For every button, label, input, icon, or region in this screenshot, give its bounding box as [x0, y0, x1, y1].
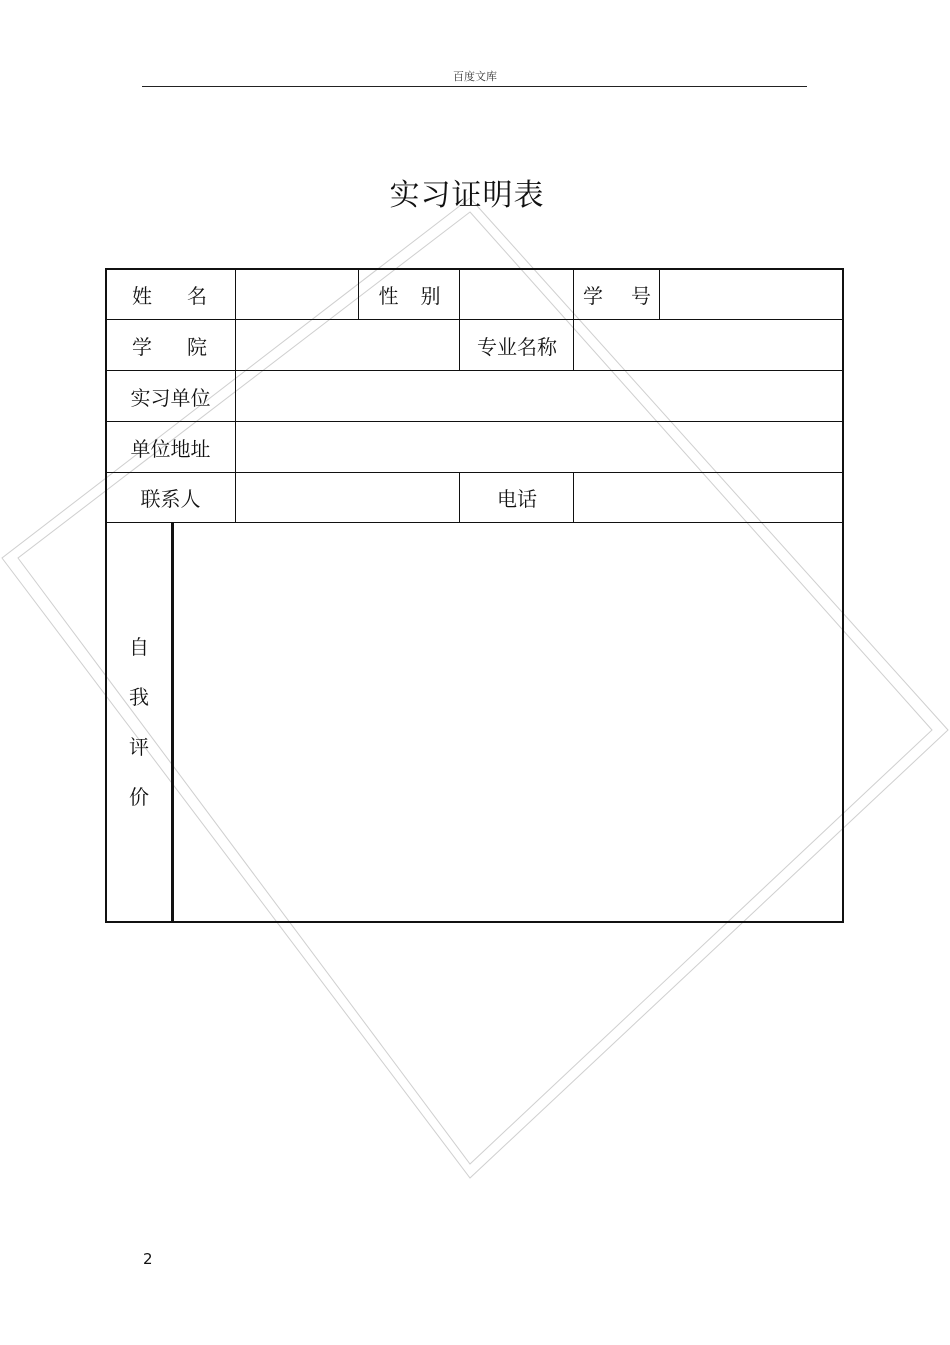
- self-evaluation-char: 评: [129, 735, 149, 759]
- college-label-char: 院: [187, 334, 207, 359]
- gender-label-char: 性: [378, 283, 399, 308]
- document-title: 实习证明表: [389, 178, 545, 213]
- gender-label-char: 别: [420, 283, 441, 308]
- company-label: 实习单位: [130, 385, 211, 410]
- major-label: 专业名称: [477, 334, 557, 359]
- name-label-char: 姓: [132, 283, 152, 308]
- phone-field[interactable]: [575, 474, 842, 522]
- self-evaluation-field[interactable]: [175, 524, 842, 921]
- company-field[interactable]: [237, 372, 842, 421]
- name-label-char: 名: [187, 283, 207, 308]
- student-id-label: [575, 269, 659, 319]
- gender-field[interactable]: [461, 270, 573, 319]
- self-evaluation-char: 价: [129, 785, 149, 809]
- address-field[interactable]: [237, 423, 842, 472]
- major-field[interactable]: [575, 321, 842, 370]
- page-number: 2: [143, 1250, 153, 1268]
- page-header: 百度文库: [453, 70, 497, 83]
- college-label-char: 学: [132, 334, 152, 359]
- contact-label: 联系人: [140, 487, 201, 511]
- college-field[interactable]: [237, 321, 459, 370]
- student-id-label-char: 号: [631, 283, 651, 308]
- address-label: 单位地址: [130, 436, 211, 461]
- contact-field[interactable]: [237, 474, 459, 522]
- self-evaluation-char: 自: [129, 635, 149, 659]
- student-id-label-char: 学: [583, 283, 603, 308]
- student-id-field[interactable]: [661, 270, 842, 319]
- gender-label: [360, 269, 459, 319]
- header-divider: [142, 86, 807, 87]
- name-label: [106, 269, 235, 319]
- name-field[interactable]: [237, 270, 358, 319]
- college-label: [106, 320, 235, 370]
- self-evaluation-char: 我: [129, 685, 149, 709]
- phone-label: 电话: [497, 487, 537, 511]
- self-evaluation-label: [106, 523, 172, 921]
